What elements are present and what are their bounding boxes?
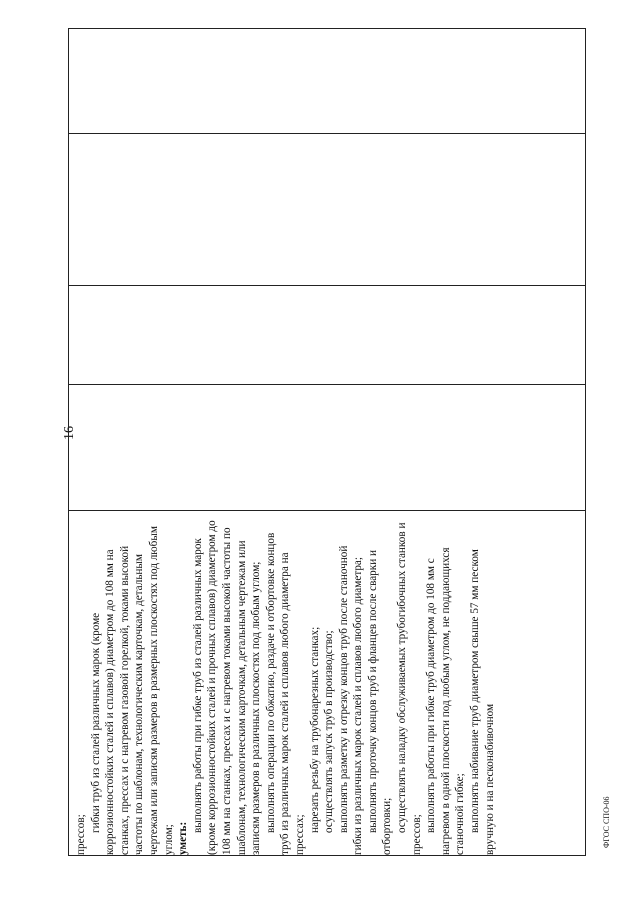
section-heading: уметь: bbox=[177, 821, 190, 855]
column-divider bbox=[69, 384, 585, 385]
text-paragraph: нарезать резьбу на трубонарезных станках; bbox=[308, 626, 321, 833]
text-paragraph: осуществлять запуск труб в производство; bbox=[323, 630, 336, 833]
text-paragraph: выполнять набивание труб диаметром свыше 57 мм песком вручную и на песконабивочном bbox=[469, 549, 496, 855]
text-paragraph: гибки труб из сталей различных марок (кроме коррозионностойких сталей и сплавов) диаметром до 108 мм на станках, прессах и с нагревом газовой горелкой, токами высокой частоты по шаблонам, технологическим карточкам, детальным чертежам или записям размеров в размерных плоскостях под любым углом; bbox=[89, 526, 175, 855]
footer-code: ФГОС СПО-06 bbox=[602, 796, 611, 848]
text-paragraph: выполнять разметку и отрезку концов труб после станочной гибки из различных марок сталей и сплавов любого диаметра; bbox=[337, 545, 365, 855]
text-paragraph: выполнять работы при гибке труб диаметром до 108 мм с нагревом в одной плоскости под любым углом, не поддающихся станочной гибке; bbox=[425, 547, 467, 855]
competency-table bbox=[68, 28, 586, 856]
text-paragraph: выполнять операции по обжатию, раздаче и отбортовке концов труб из различных марок сталей и сплавов любого диаметра на прессах; bbox=[264, 532, 306, 855]
text-paragraph: выполнять работы при гибке труб из сталей различных марок (кроме коррозионностойких сталей и прочных сплавов) диаметром до 108 мм на станках, прессах и с нагревом токами высокой частоты по шаблонам, технологическим карточкам, детальным чертежам или записям размеров в различных плоскостях под любым углом; bbox=[191, 520, 263, 855]
skills-cell bbox=[69, 511, 587, 857]
page-number: 16 bbox=[62, 426, 77, 440]
text-paragraph: выполнять проточку концов труб и фланцев после сварки и отбортовки; bbox=[366, 550, 394, 855]
column-divider bbox=[69, 285, 585, 286]
text-paragraph: осуществлять наладку обслуживаемых трубогибочных станков и прессов; bbox=[396, 522, 423, 855]
text-line: прессов; bbox=[75, 814, 87, 855]
column-divider bbox=[69, 133, 585, 134]
